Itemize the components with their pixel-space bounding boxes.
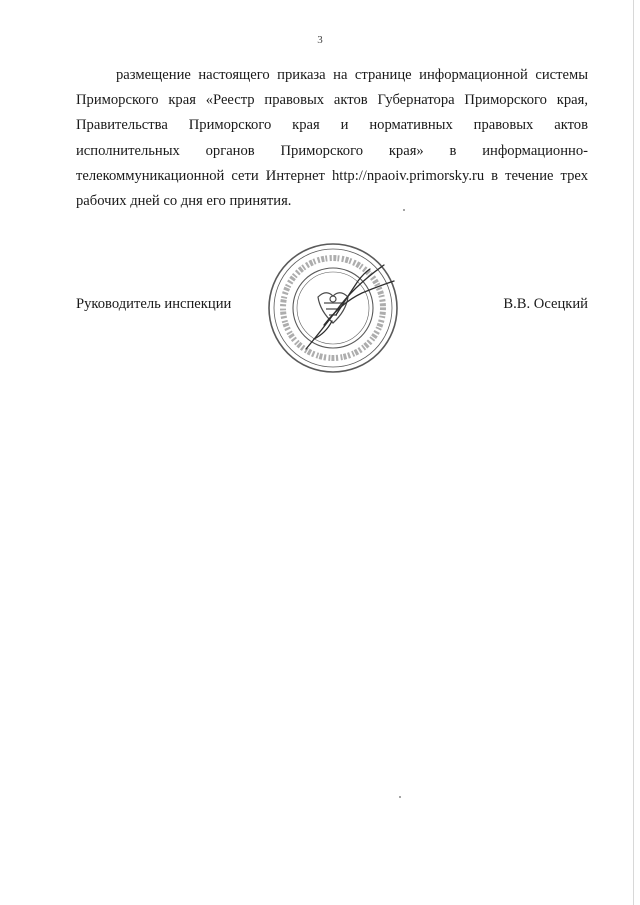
scan-speck bbox=[403, 209, 405, 211]
scan-speck bbox=[399, 796, 401, 798]
seal-inner-ring-3 bbox=[297, 272, 369, 344]
handwritten-signature bbox=[306, 265, 394, 349]
page-number: 3 bbox=[317, 34, 323, 46]
seal-emblem bbox=[318, 293, 348, 323]
seal-inner-ring-1 bbox=[274, 249, 392, 367]
seal-lettering-ring bbox=[283, 258, 383, 358]
signer-name: В.В. Осецкий bbox=[503, 296, 588, 312]
signer-position: Руководитель инспекции bbox=[76, 296, 232, 312]
seal-outer-ring bbox=[269, 244, 397, 372]
body-paragraph: размещение настоящего приказа на странице информационной системы Приморского края «Реестр правовых актов Губернатора Приморского края, Правительства Приморского края и нормативных правовых актов исполнительных органов Приморского края» в информационно-телекоммуникационной сети Интернет http://npaoiv.primorsky.ru в течение трех рабочих дней со дня его принятия. bbox=[76, 67, 588, 210]
scan-edge-line bbox=[633, 0, 634, 905]
seal-inner-ring-2 bbox=[293, 268, 373, 348]
official-seal-stamp bbox=[266, 241, 400, 375]
